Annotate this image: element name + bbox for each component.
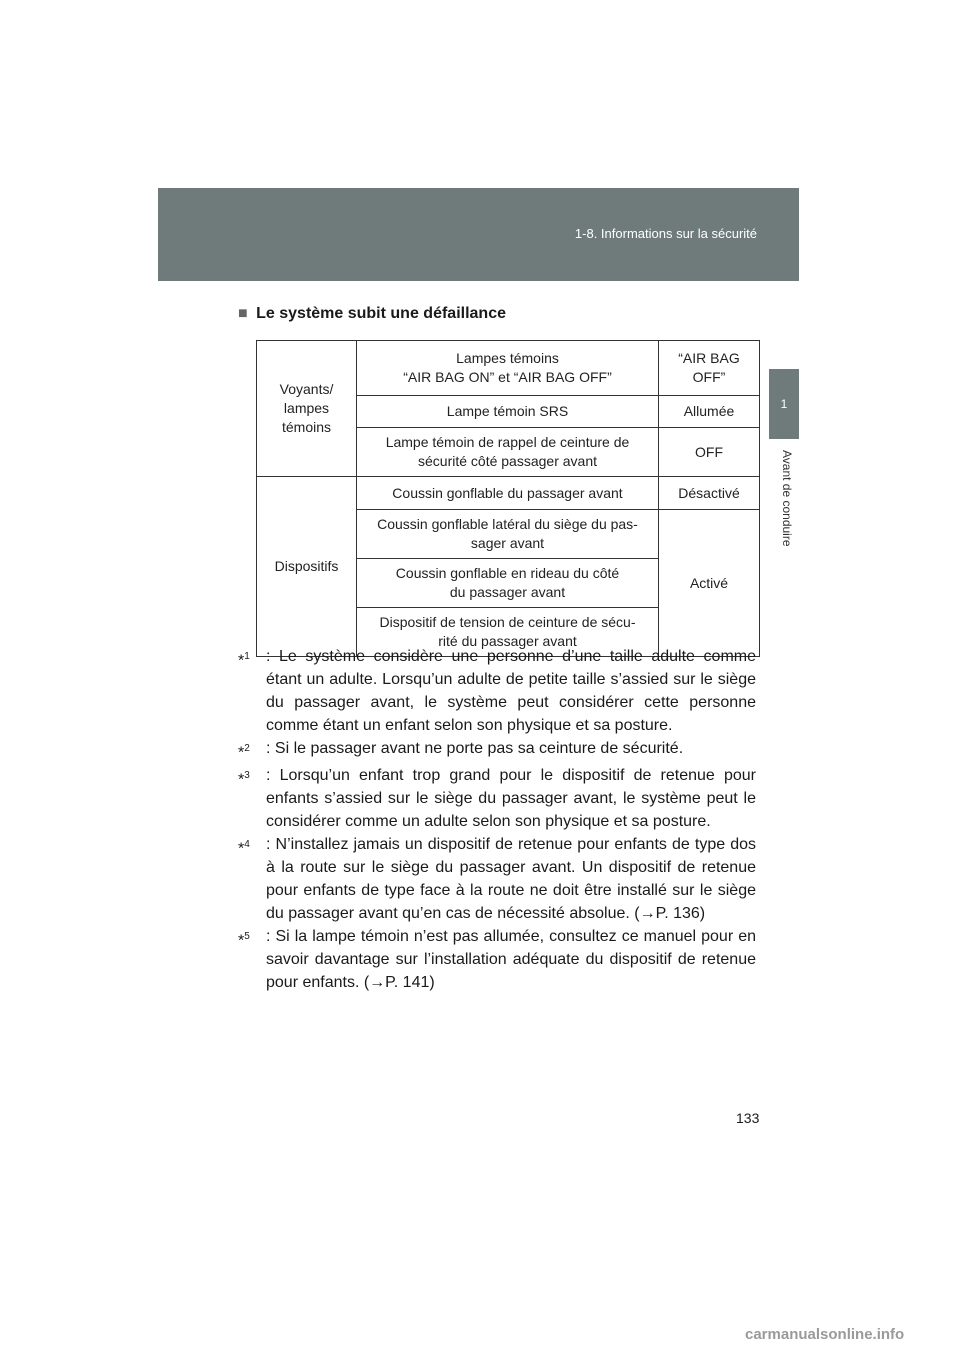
- table-cell-item: Lampes témoins “AIR BAG ON” et “AIR BAG OFF”: [357, 341, 659, 396]
- footnote-mark: *$^2$: [238, 743, 250, 762]
- watermark[interactable]: carmanualsonline.info: [745, 1326, 905, 1343]
- table-row: [257, 477, 760, 510]
- footnote-mark: *$^4$: [238, 839, 250, 858]
- section-title: 1-8. Informations sur la sécurité: [574, 226, 757, 241]
- footnote: [238, 764, 756, 833]
- footnote: [238, 737, 756, 764]
- status-table: [256, 340, 760, 657]
- group-label-devices: Dispositifs: [257, 477, 357, 657]
- table-cell-state: Désactivé: [659, 477, 760, 510]
- footnote-text: : Lorsqu’un enfant trop grand pour le dispositif de retenue pour enfants s’assied sur le siège du passager avant, le système peut le considérer comme un adulte selon son physique et sa posture.: [266, 767, 756, 831]
- header-band: [158, 188, 799, 281]
- section-heading: [238, 305, 506, 323]
- footnotes: [238, 645, 756, 994]
- table-cell-item: Coussin gonflable latéral du siège du pas- sager avant: [357, 510, 659, 559]
- table-cell-state: OFF: [659, 428, 760, 477]
- square-bullet-icon: ■: [238, 305, 248, 322]
- footnote-text: : Le système considère une personne d’une taille adulte comme étant un adulte. Lorsqu’un adulte de petite taille s’assied sur le siège du passager avant, le système peut considérer cette personne comme étant un enfant selon son physique et sa posture.: [266, 648, 756, 734]
- footnote-text: : Si la lampe témoin n’est pas allumée, consultez ce manuel pour en savoir davantage sur l’installation adéquate du dispositif de retenue pour enfants. (→P. 141): [266, 928, 756, 992]
- table-cell-item: Lampe témoin SRS: [357, 396, 659, 428]
- table-cell-item: Dispositif de tension de ceinture de sécu- rité du passager avant: [357, 608, 659, 657]
- table-row: [257, 341, 760, 396]
- heading-text: Le système subit une défaillance: [256, 305, 506, 322]
- footnote-mark: *$^5$: [238, 931, 250, 950]
- footnote-text: : Si le passager avant ne porte pas sa ceinture de sécurité.: [266, 740, 684, 757]
- footnote-mark: *$^1$: [238, 651, 250, 670]
- chapter-title: Avant de conduire: [780, 450, 794, 547]
- table-cell-state: Activé: [659, 510, 760, 657]
- footnote-text: : N’installez jamais un dispositif de retenue pour enfants de type dos à la route sur le siège du passager avant. Un dispositif de retenue pour enfants de type face à la route ne doit être installé sur le siège du passager avant qu’en cas de nécessité absolue. (→P. 136): [266, 836, 756, 923]
- footnote-mark: *$^3$: [238, 770, 250, 789]
- table-cell-state: Allumée: [659, 396, 760, 428]
- table-cell-item: Coussin gonflable en rideau du côté du passager avant: [357, 559, 659, 608]
- footnote: [238, 833, 756, 925]
- group-label-indicators: Voyants/ lampes témoins: [257, 341, 357, 477]
- page-number: 133: [736, 1110, 760, 1126]
- table-cell-item: Coussin gonflable du passager avant: [357, 477, 659, 510]
- footnote: [238, 925, 756, 994]
- footnote: [238, 645, 756, 737]
- chapter-tab: 1: [769, 369, 799, 439]
- table-cell-state: “AIR BAG OFF”: [659, 341, 760, 396]
- table-cell-item: Lampe témoin de rappel de ceinture de sécurité côté passager avant: [357, 428, 659, 477]
